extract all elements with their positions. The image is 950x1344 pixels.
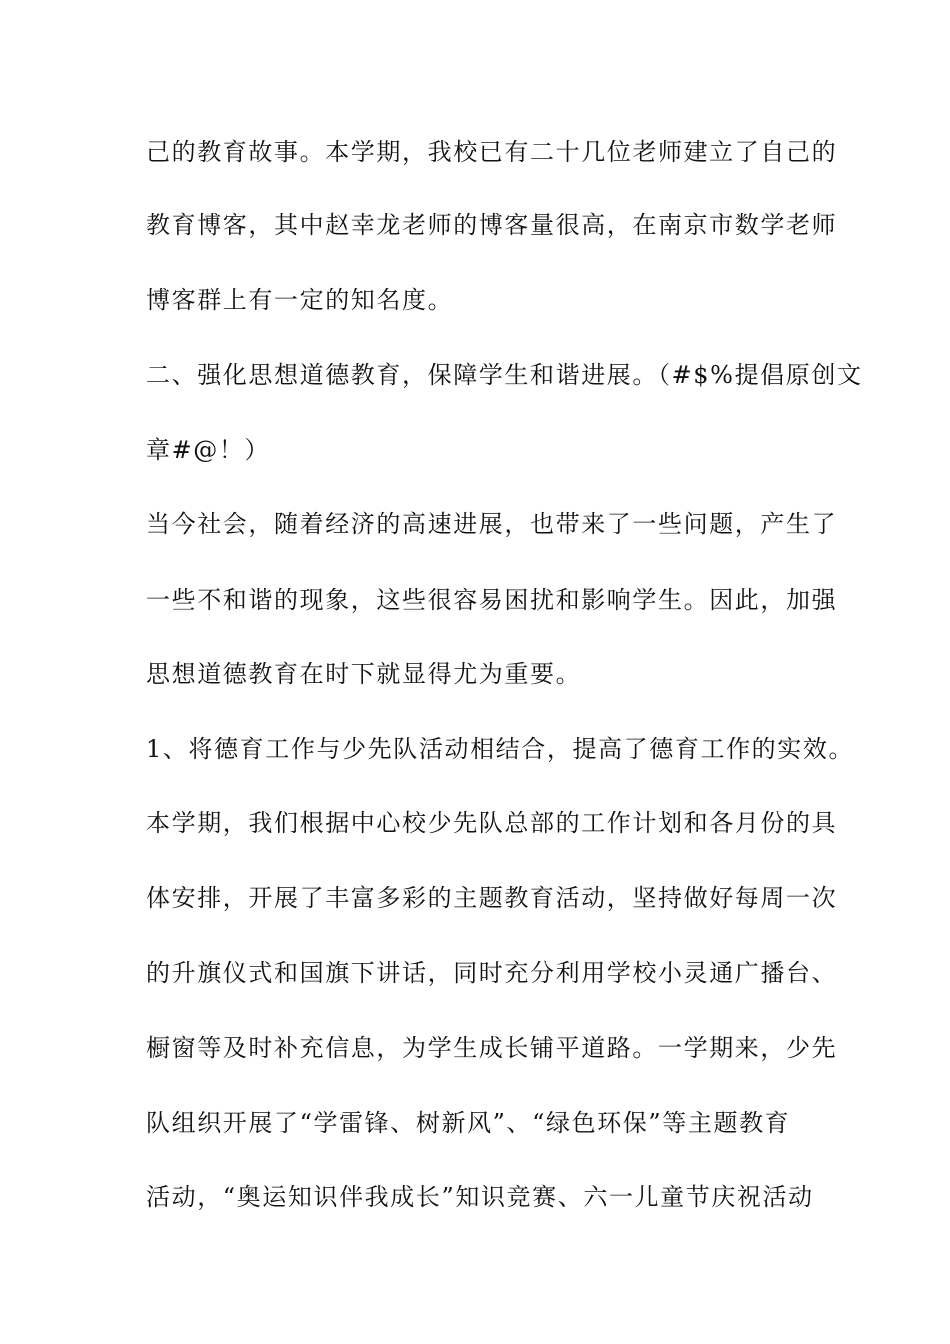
text-line: 本学期，我们根据中心校少先队总部的工作计划和各月份的具 [146,809,838,837]
text-line: 一些不和谐的现象，这些很容易困扰和影响学生。因此，加强 [146,586,838,614]
section-heading: 二、强化思想道德教育，保障学生和谐进展。（#$%提倡原创文 [146,361,863,389]
section-heading-continued: 章#@！） [146,436,271,464]
text-line: 己的教育故事。本学期，我校已有二十几位老师建立了自己的 [146,138,838,166]
text-line: 博客群上有一定的知名度。 [146,286,454,314]
text-line: 体安排，开展了丰富多彩的主题教育活动，坚持做好每周一次 [146,884,838,912]
text-line: 队组织开展了“学雷锋、树新风”、“绿色环保”等主题教育 [146,1109,791,1137]
text-line: 橱窗等及时补充信息，为学生成长铺平道路。一学期来，少先 [146,1034,838,1062]
text-line: 活动，“奥运知识伴我成长”知识竞赛、六一儿童节庆祝活动 [146,1183,814,1211]
text-line: 教育博客，其中赵幸龙老师的博客量很高，在南京市数学老师 [146,211,838,239]
text-line: 的升旗仪式和国旗下讲话，同时充分利用学校小灵通广播台、 [146,959,838,987]
subsection-heading: 1、将德育工作与少先队活动相结合，提高了德育工作的实效。 [146,735,855,763]
text-line: 思想道德教育在时下就显得尤为重要。 [146,660,582,688]
text-line: 当今社会，随着经济的高速进展，也带来了一些问题，产生了 [146,510,838,538]
